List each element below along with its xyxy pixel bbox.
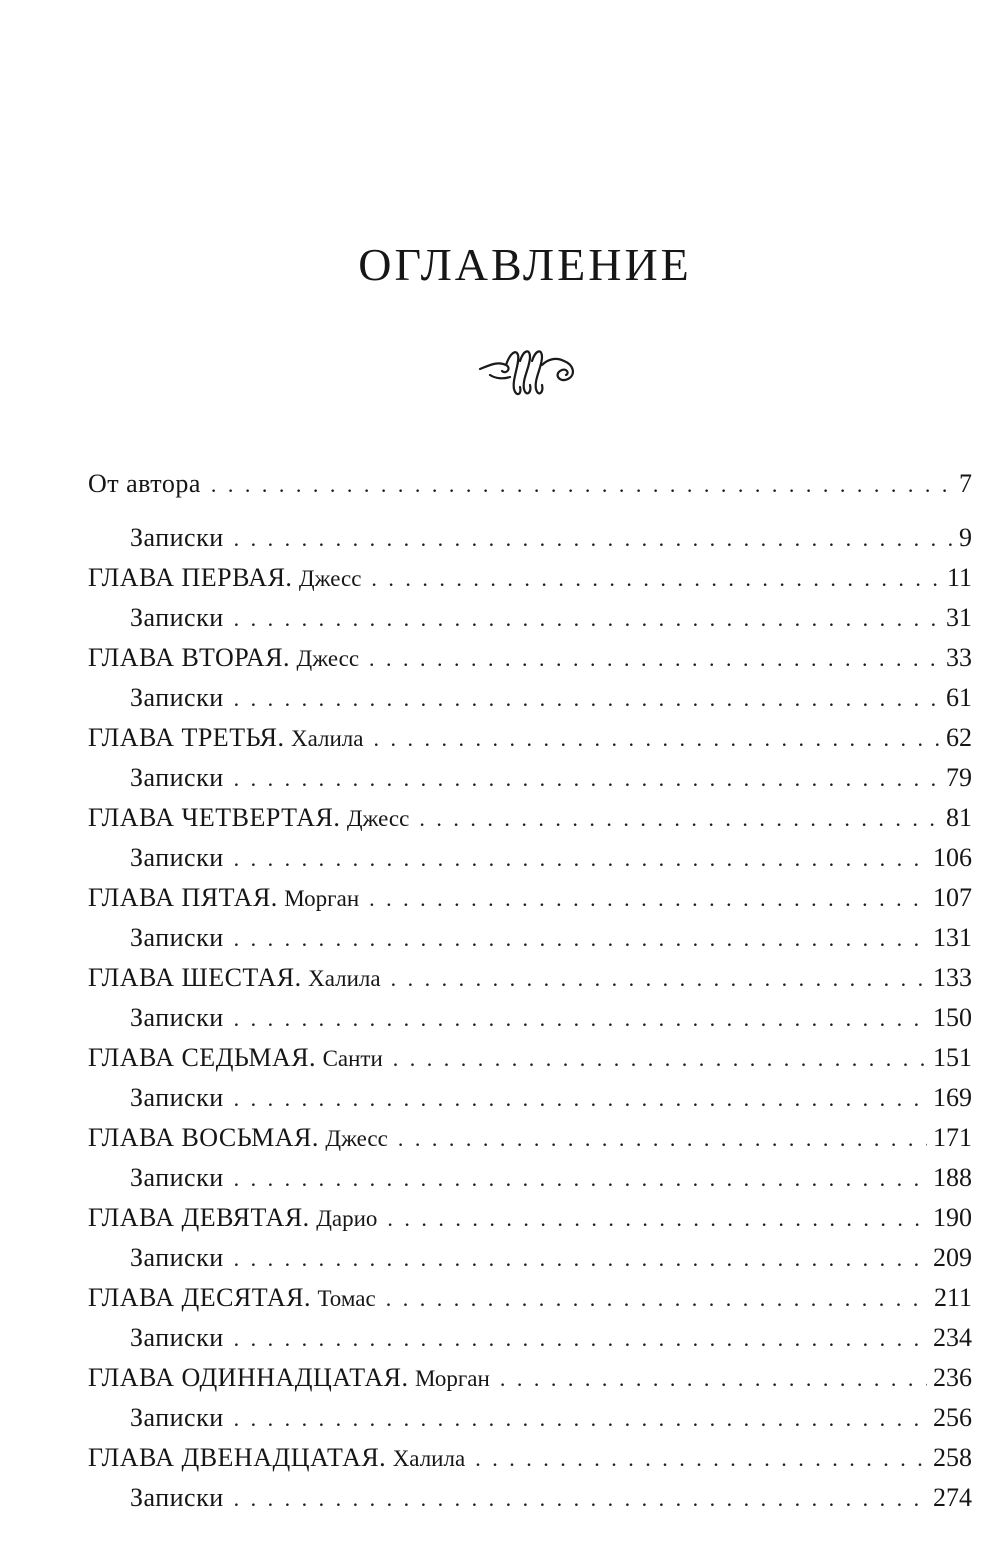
toc-entry-label (88, 798, 409, 839)
dot-leader (234, 519, 953, 559)
toc-entry-narrator: Джесс (298, 566, 362, 591)
toc-entry-chapter[interactable] (88, 464, 972, 504)
toc-page-number: 33 (946, 643, 972, 672)
toc-entry-narrator: Джесс (296, 646, 360, 671)
toc-entry-label (130, 838, 224, 878)
toc-row (0, 638, 1000, 678)
toc-page-number: 79 (946, 763, 972, 792)
toc-entry-chapter[interactable] (88, 1198, 972, 1238)
dot-leader (234, 999, 927, 1039)
toc-entry-narrator: Халила (290, 726, 364, 751)
toc-page-number: 9 (959, 523, 972, 552)
toc-entry-heading: Записки (130, 1243, 224, 1272)
dot-leader (234, 1159, 927, 1199)
toc-page-number: 258 (933, 1443, 972, 1472)
toc-row (0, 1038, 1000, 1078)
toc-page-number: 150 (933, 1003, 972, 1032)
toc-entry-heading: ГЛАВА ТРЕТЬЯ. (88, 723, 285, 752)
flourish-ornament-icon (476, 335, 586, 405)
toc-page-number: 11 (946, 563, 972, 592)
dot-leader (234, 1319, 927, 1359)
toc-entry-notes[interactable] (130, 918, 972, 958)
toc-entry-heading: ГЛАВА ЧЕТВЕРТАЯ. (88, 803, 341, 832)
toc-entry-narrator: Морган (284, 886, 360, 911)
toc-entry-notes[interactable] (130, 598, 972, 638)
toc-entry-label (88, 958, 381, 999)
toc-entry-notes[interactable] (130, 678, 972, 718)
toc-entry-heading: Записки (130, 923, 224, 952)
toc-entry-notes[interactable] (130, 518, 972, 558)
toc-row (0, 1078, 1000, 1118)
toc-page-number: 169 (933, 1083, 972, 1112)
toc-entry-chapter[interactable] (88, 1278, 972, 1318)
dot-leader (234, 1239, 927, 1279)
toc-entry-label (88, 1118, 388, 1159)
toc-row (0, 718, 1000, 758)
toc-entry-label (130, 598, 224, 638)
toc-page-number: 133 (933, 963, 972, 992)
dot-leader (234, 1079, 927, 1119)
toc-entry-chapter[interactable] (88, 1438, 972, 1478)
toc-entry-narrator: Халила (308, 966, 381, 991)
toc-entry-label (130, 758, 224, 798)
toc-row (0, 1238, 1000, 1278)
toc-entry-label (88, 718, 363, 759)
toc-entry-narrator: Джесс (346, 806, 410, 831)
toc-entry-notes[interactable] (130, 1238, 972, 1278)
toc-page-number: 151 (933, 1043, 972, 1072)
toc-entry-notes[interactable] (130, 1318, 972, 1358)
toc-entry-heading: ГЛАВА ДЕВЯТАЯ. (88, 1203, 310, 1232)
toc-entry-narrator: Джесс (325, 1126, 388, 1151)
toc-row (0, 558, 1000, 598)
toc-entry-heading: ГЛАВА ОДИННАДЦАТАЯ. (88, 1363, 409, 1392)
toc-entry-label (88, 1198, 377, 1239)
toc-page-number: 211 (933, 1283, 972, 1312)
toc-row (0, 758, 1000, 798)
toc-entry-label (88, 464, 201, 504)
toc-page-number: 106 (933, 843, 972, 872)
toc-row (0, 1398, 1000, 1438)
dot-leader (391, 959, 927, 999)
toc-page-number: 81 (946, 803, 972, 832)
toc-row (0, 1158, 1000, 1198)
toc-entry-label (130, 1078, 224, 1118)
toc-entry-heading: ГЛАВА ПЯТАЯ. (88, 883, 278, 912)
toc-entry-heading: Записки (130, 603, 224, 632)
toc-row (0, 918, 1000, 958)
dot-leader (369, 639, 940, 679)
dot-leader (371, 559, 941, 599)
dot-leader (234, 839, 927, 879)
toc-page-number: 234 (933, 1323, 972, 1352)
toc-entry-chapter[interactable] (88, 558, 972, 598)
toc-entry-heading: Записки (130, 1403, 224, 1432)
toc-page-number: 131 (933, 923, 972, 952)
toc-entry-narrator: Томас (317, 1286, 376, 1311)
toc-page-number: 7 (959, 469, 972, 498)
toc-entry-heading: ГЛАВА ВТОРАЯ. (88, 643, 291, 672)
toc-row (0, 958, 1000, 998)
dot-leader (387, 1199, 927, 1239)
toc-row (0, 838, 1000, 878)
dot-leader (234, 759, 940, 799)
toc-page-number: 188 (933, 1163, 972, 1192)
dot-leader (398, 1119, 927, 1159)
toc-row (0, 1318, 1000, 1358)
toc-entry-label (88, 1358, 490, 1399)
toc-page-number: 274 (933, 1483, 972, 1512)
dot-leader (234, 1479, 927, 1519)
toc-entry-notes[interactable] (130, 1398, 972, 1438)
toc-entry-label (88, 638, 359, 679)
toc-entry-chapter[interactable] (88, 638, 972, 678)
toc-page-number: 236 (933, 1363, 972, 1392)
toc-entry-label (130, 678, 224, 718)
toc-entry-chapter[interactable] (88, 1038, 972, 1078)
toc-entry-heading: Записки (130, 1163, 224, 1192)
toc-entry-label (130, 998, 224, 1038)
toc-row (0, 1118, 1000, 1158)
toc-page-number: 209 (933, 1243, 972, 1272)
toc-entry-label (130, 918, 224, 958)
toc-entry-narrator: Морган (415, 1366, 490, 1391)
toc-page-number: 171 (933, 1123, 972, 1152)
toc-entry-notes[interactable] (130, 1158, 972, 1198)
toc-entry-heading: Записки (130, 763, 224, 792)
toc-entry-label (130, 1158, 224, 1198)
toc-entry-heading: Записки (130, 1483, 224, 1512)
toc-row (0, 598, 1000, 638)
toc-entry-notes[interactable] (130, 1478, 972, 1518)
toc-row (0, 1358, 1000, 1398)
dot-leader (211, 465, 953, 505)
toc-page-number: 190 (933, 1203, 972, 1232)
toc-entry-heading: ГЛАВА ВОСЬМАЯ. (88, 1123, 319, 1152)
toc-entry-heading: ГЛАВА ДЕСЯТАЯ. (88, 1283, 311, 1312)
toc-entry-chapter[interactable] (88, 1118, 972, 1158)
toc-row (0, 878, 1000, 918)
toc-entry-notes[interactable] (130, 838, 972, 878)
toc-entry-heading: Записки (130, 1083, 224, 1112)
toc-page-number: 61 (946, 683, 972, 712)
toc-entry-narrator: Дарио (316, 1206, 378, 1231)
toc-entry-narrator: Санти (322, 1046, 383, 1071)
toc-row (0, 998, 1000, 1038)
dot-leader (234, 599, 940, 639)
dot-leader (386, 1279, 928, 1319)
toc-entry-heading: Записки (130, 523, 224, 552)
toc-entry-notes[interactable] (130, 758, 972, 798)
toc-entry-notes[interactable] (130, 1078, 972, 1118)
toc-row (0, 1478, 1000, 1518)
toc-entry-chapter[interactable] (88, 718, 972, 758)
toc-row (0, 464, 1000, 504)
dot-leader (234, 679, 940, 719)
dot-leader (234, 1399, 927, 1439)
toc-entry-chapter[interactable] (88, 798, 972, 838)
toc-entry-label (130, 1238, 224, 1278)
toc-entry-label (130, 1398, 224, 1438)
dot-leader (475, 1439, 927, 1479)
toc-page-number: 107 (933, 883, 972, 912)
toc-entry-chapter[interactable] (88, 878, 972, 918)
dot-leader (500, 1359, 927, 1399)
toc-row (0, 678, 1000, 718)
toc-entry-heading: Записки (130, 843, 224, 872)
toc-entry-heading: От автора (88, 469, 201, 498)
toc-page-number: 31 (946, 603, 972, 632)
toc-entry-heading: ГЛАВА ШЕСТАЯ. (88, 963, 302, 992)
toc-entry-heading: Записки (130, 1323, 224, 1352)
toc-entry-heading: ГЛАВА ДВЕНАДЦАТАЯ. (88, 1443, 387, 1472)
toc-row (0, 1278, 1000, 1318)
dot-leader (369, 879, 927, 919)
toc-row (0, 518, 1000, 558)
dot-leader (393, 1039, 927, 1079)
toc-entry-label (88, 1038, 383, 1079)
toc-entry-label (88, 1438, 465, 1479)
toc-entry-chapter[interactable] (88, 1358, 972, 1398)
toc-entry-label (88, 878, 359, 919)
toc-entry-heading: ГЛАВА ПЕРВАЯ. (88, 563, 293, 592)
toc-row (0, 798, 1000, 838)
toc-entry-label (130, 1318, 224, 1358)
toc-entry-heading: Записки (130, 683, 224, 712)
dot-leader (373, 719, 940, 759)
toc-entry-narrator: Халила (392, 1446, 466, 1471)
toc-row (0, 1198, 1000, 1238)
toc-entry-label (88, 1278, 376, 1319)
toc-entry-label (88, 558, 361, 599)
toc-entry-chapter[interactable] (88, 958, 972, 998)
toc-row (0, 1438, 1000, 1478)
toc-entry-label (130, 1478, 224, 1518)
toc-entry-heading: ГЛАВА СЕДЬМАЯ. (88, 1043, 317, 1072)
toc-entry-label (130, 518, 224, 558)
toc-entry-heading: Записки (130, 1003, 224, 1032)
toc-entry-notes[interactable] (130, 998, 972, 1038)
dot-leader (419, 799, 940, 839)
toc-page-number: 256 (933, 1403, 972, 1432)
page-title: ОГЛАВЛЕНИЕ (358, 239, 692, 290)
dot-leader (234, 919, 927, 959)
toc-page-number: 62 (946, 723, 972, 752)
